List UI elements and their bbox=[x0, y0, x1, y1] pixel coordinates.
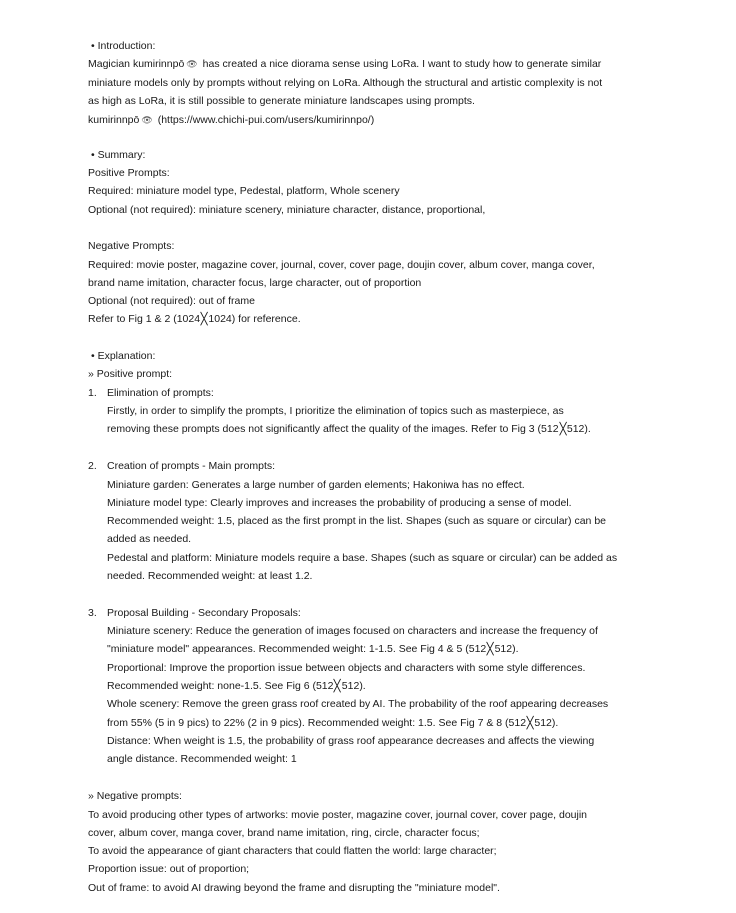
eye-icon: 👁 bbox=[186, 59, 198, 69]
item-text: "miniature model" appearances. Recommended weight: 1-1.5. See Fig 4 & 5 (512 bbox=[107, 643, 487, 655]
intro-text: Magician kumirinnpō bbox=[88, 58, 185, 70]
positive-prompts-title: Positive Prompts: bbox=[88, 167, 170, 179]
item2-line-3: Recommended weight: 1.5, placed as the first prompt in the list. Shapes (such as square or circular) can be bbox=[107, 515, 606, 527]
item2-line-5: Pedestal and platform: Miniature models require a base. Shapes (such as square or circular) can be added as bbox=[107, 552, 618, 564]
times-icon: ╳ bbox=[526, 716, 534, 730]
item-text: 512). bbox=[494, 643, 519, 655]
explanation-heading: • Explanation: bbox=[91, 350, 156, 362]
item-text: removing these prompts does not significantly affect the quality of the images. Refer to Fig 3 (512 bbox=[107, 423, 559, 435]
item-text: Recommended weight: none-1.5. See Fig 6 (512 bbox=[107, 680, 334, 692]
negative-line-2: cover, album cover, manga cover, brand name imitation, ring, circle, character focus; bbox=[88, 827, 480, 839]
negative-optional: Optional (not required): out of frame bbox=[88, 295, 255, 307]
refer-text: 1024) for reference. bbox=[208, 313, 301, 325]
item3-line-2 bbox=[107, 642, 519, 656]
negative-required-1: Required: movie poster, magazine cover, journal, cover, cover page, doujin cover, album cover, manga cover, bbox=[88, 259, 595, 271]
item-title: Creation of prompts - Main prompts: bbox=[107, 460, 276, 472]
introduction-heading: • Introduction: bbox=[91, 40, 156, 52]
item3-line-3: Proportional: Improve the proportion issue between objects and characters with some style differences. bbox=[107, 662, 586, 674]
times-icon: ╳ bbox=[200, 312, 208, 326]
times-icon: ╳ bbox=[486, 642, 494, 656]
positive-required: Required: miniature model type, Pedestal, platform, Whole scenery bbox=[88, 185, 400, 197]
eye-icon: 👁 bbox=[141, 115, 153, 125]
refer-text: Refer to Fig 1 & 2 (1024 bbox=[88, 313, 201, 325]
times-icon: ╳ bbox=[334, 679, 342, 693]
intro-line-4 bbox=[88, 113, 374, 127]
item3-line-4 bbox=[107, 679, 366, 693]
negative-required-2: brand name imitation, character focus, large character, out of proportion bbox=[88, 277, 422, 289]
intro-line-3: as high as LoRa, it is still possible to generate miniature landscapes using prompts. bbox=[88, 95, 475, 107]
times-icon: ╳ bbox=[559, 422, 567, 436]
negative-line-1: To avoid producing other types of artworks: movie poster, magazine cover, journal cover, cover page, doujin bbox=[88, 809, 588, 821]
item3-line-6 bbox=[107, 716, 558, 730]
item-text: 512). bbox=[341, 680, 366, 692]
item-text: 512). bbox=[566, 423, 591, 435]
author-name: kumirinnpō bbox=[88, 114, 140, 126]
intro-line-1 bbox=[88, 57, 601, 71]
item1-line-1: Firstly, in order to simplify the prompts, I prioritize the elimination of topics such as masterpiece, as bbox=[107, 405, 564, 417]
item3-line-5: Whole scenery: Remove the green grass roof created by AI. The probability of the roof appearing decreases bbox=[107, 698, 609, 710]
summary-heading: • Summary: bbox=[91, 149, 146, 161]
intro-line-2: miniature models only by prompts without relying on LoRa. Although the structural and artistic complexity is not bbox=[88, 77, 603, 89]
item-text: 512). bbox=[534, 717, 559, 729]
list-item bbox=[88, 459, 97, 473]
item-number: 3. bbox=[88, 607, 97, 619]
list-item bbox=[88, 386, 97, 400]
author-link[interactable]: (https://www.chichi-pui.com/users/kumirinnpo/) bbox=[154, 114, 375, 126]
item-title: Elimination of prompts: bbox=[107, 387, 214, 399]
negative-prompts-title: Negative Prompts: bbox=[88, 240, 175, 252]
item2-line-1: Miniature garden: Generates a large number of garden elements; Hakoniwa has no effect. bbox=[107, 479, 525, 491]
intro-text: has created a nice diorama sense using LoRa. I want to study how to generate similar bbox=[199, 58, 602, 70]
refer-line bbox=[88, 312, 301, 326]
item-number: 2. bbox=[88, 460, 97, 472]
item3-line-8: angle distance. Recommended weight: 1 bbox=[107, 753, 297, 765]
item3-line-1: Miniature scenery: Reduce the generation of images focused on characters and increase the frequency of bbox=[107, 625, 598, 637]
item3-line-7: Distance: When weight is 1.5, the probability of grass roof appearance decreases and affects the viewing bbox=[107, 735, 595, 747]
item2-line-4: added as needed. bbox=[107, 533, 192, 545]
item-text: from 55% (5 in 9 pics) to 22% (2 in 9 pics). Recommended weight: 1.5. See Fig 7 & 8 (512 bbox=[107, 717, 527, 729]
positive-prompt-label: » Positive prompt: bbox=[88, 368, 173, 380]
positive-optional: Optional (not required): miniature scenery, miniature character, distance, proportional, bbox=[88, 204, 486, 216]
item1-line-2 bbox=[107, 422, 591, 436]
item-number: 1. bbox=[88, 387, 97, 399]
negative-line-5: Out of frame: to avoid AI drawing beyond the frame and disrupting the "miniature model". bbox=[88, 882, 500, 894]
list-item bbox=[88, 606, 97, 620]
negative-line-4: Proportion issue: out of proportion; bbox=[88, 863, 250, 875]
negative-prompts-label: » Negative prompts: bbox=[88, 790, 182, 802]
negative-line-3: To avoid the appearance of giant characters that could flatten the world: large character; bbox=[88, 845, 497, 857]
item2-line-6: needed. Recommended weight: at least 1.2. bbox=[107, 570, 313, 582]
item2-line-2: Miniature model type: Clearly improves and increases the probability of producing a sense of model. bbox=[107, 497, 572, 509]
item-title: Proposal Building - Secondary Proposals: bbox=[107, 607, 301, 619]
